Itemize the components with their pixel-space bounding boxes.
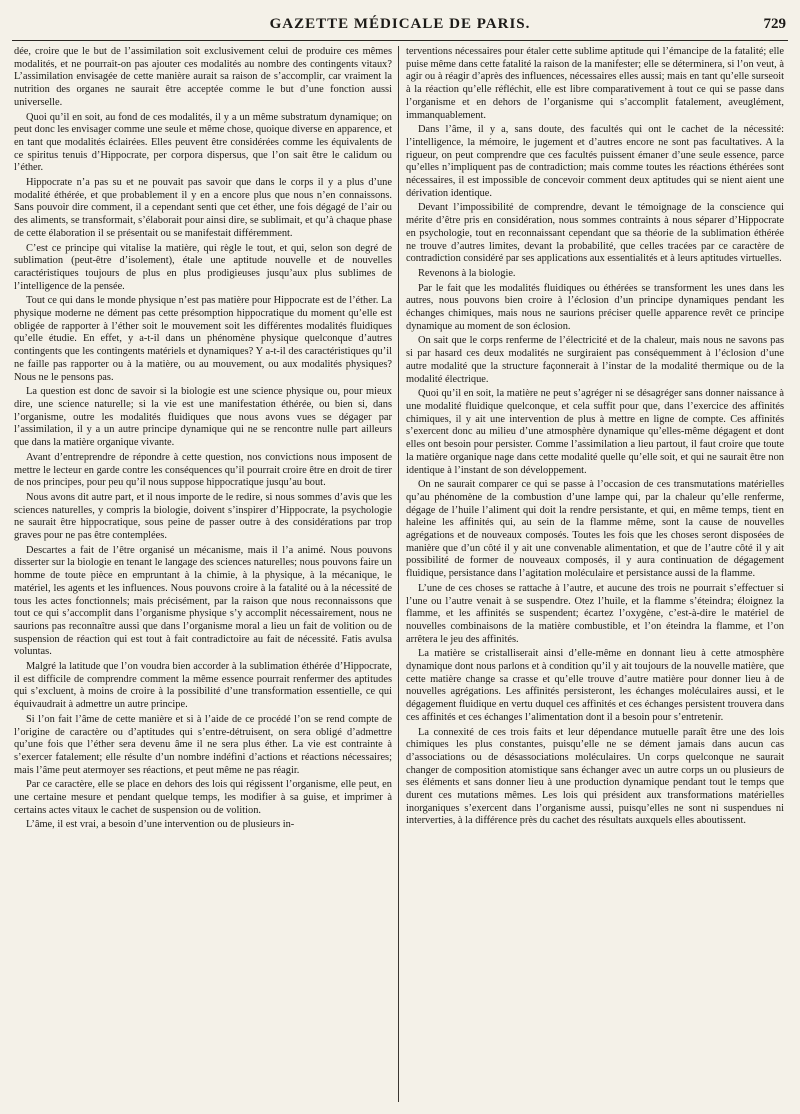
column-divider [398,46,399,1102]
paragraph: Nous avons dit autre part, et il nous importe de le redire, si nous sommes d’avis que les sciences naturelles, y compris la biologie, doivent s’inspirer d’Hippocrate, la psychologie ne saurait être hippocratique, sous peine de passer outre à des considérations par trop graves pour ne pas être contemplées. [14,491,392,542]
paragraph: Quoi qu’il en soit, la matière ne peut s’agréger ni se désagréger sans donner naissance à une modalité fluidique quelconque, et cela suffit pour que, dans l’exercice des affinités chimiques, il y ait une intervention de plus à mettre en ligne de compte. Ces affinités s’exercent donc au milieu d’une atmosphère dynamique qu’elles-même dégagent et dont elles ont besoin pour persister. Comme l’assimilation a lieu partout, il faut croire que toute la matière organique nage dans cette modalité quelle qu’elle soit, et qui ne saurait être non identique à l’instant de son développement. [406,388,784,476]
paragraph: L’âme, il est vrai, a besoin d’une intervention ou de plusieurs in- [26,819,295,831]
paragraph: Devant l’impossibilité de comprendre, devant le témoignage de la conscience qui mérite d’être pris en considération, nous sommes contraints à nous séparer d’Hippocrate en psychologie, tout en reconnaissant cependant que sa théorie de la sublimation éthérée ne trouve d’autres limites, devant la probabilité, que celles tracées par ce caractère de contradiction considéré par ses applications aux essentialités et à leurs aptitudes virtuelles. [406,202,784,265]
paragraph: Revenons à la biologie. [418,267,516,279]
paragraph: On sait que le corps renferme de l’électricité et de la chaleur, mais nous ne savons pas si par hasard ces deux modalités ne surgiraient pas conséquemment à l’éclosion d’une autre modalité que la structure façonnerait à l’instar de la modalité thermique ou de la modalité électrique. [406,335,784,385]
page-number: 729 [763,16,786,32]
paragraph: Par le fait que les modalités fluidiques ou éthérées se transforment les unes dans les autres, nous pouvons bien croire à l’éclosion d’un principe dynamiques pendant les échanges chimiques, mais nous ne saurions préciser quelle apparence revêt ce principe dynamique au moment de son éclosion. [406,282,784,332]
paragraph: Par ce caractère, elle se place en dehors des lois qui régissent l’organisme, elle peut, en une certaine mesure et pendant quelque temps, les modifier à sa guise, et imprimer à certains actes vitaux le cachet de suspension ou de volition. [14,779,392,816]
paragraph: Quoi qu’il en soit, au fond de ces modalités, il y a un même substratum dynamique; on peut donc les envisager comme une seule et même chose, quoique diverse en apparence, et en tant que modalités éclairées. Elles peuvent être considérées comme les équivalents de ce spiritus tenuis d’Hippocrate, per corpora dispersus, que l’on sait être le calidum ou l’éther. [14,111,392,174]
paragraph: Si l’on fait l’âme de cette manière et si à l’aide de ce procédé l’on se rend compte de l’origine de caractère ou d’aptitudes qui s’entre-détruisent, on sera obligé d’admettre qu’une fois que l’éther sera devenu âme il ne sera plus éther. La vie est contrainte à s’exercer fatalement; elle résulte d’un nombre indéfini d’actions et réactions nécessaires; mais l’âme peut atermoyer ses réactions, et peut même ne pas réagir. [14,713,392,776]
paragraph: La question est donc de savoir si la biologie est une science physique ou, pour mieux dire, une science naturelle; si la vie est une manifestation éthérée, ou bien si, dans l’organisme, outre les modalités fluidiques que nous avons vues se dégager par l’assimilation, il y a un autre principe dynamique qui ne se rencontre nulle part ailleurs que dans la matière organique vivante. [14,386,392,449]
paragraph: Hippocrate n’a pas su et ne pouvait pas savoir que dans le corps il y a plus d’une modalité éthérée, et que probablement il y en a encore plus que nous n’en connaissons. Sans pouvoir dire comment, il a cependant senti que cet éther, une fois dégagé de l’air ou des aliments, se transformait, s’élaborait pour ainsi dire, se sublimait, et qu’à chaque phase de cette élaboration il se présentait ou se manifestait différemment. [14,177,392,239]
paragraph: L’une de ces choses se rattache à l’autre, et aucune des trois ne pourrait s’effectuer si l’une ou l’autre venait à se suspendre. Otez l’huile, et la flamme s’éteindra; éloignez la flamme, et les affinités se suspendent; écartez l’oxygène, c’est-à-dire le matériel de nouvelles combinaisons de la matière combustible, et l’on éteindra la flamme, et l’on arrêtera le jeu des affinités. [406,582,784,645]
left-column [14,46,392,1102]
page-header [12,10,788,41]
paragraph: C’est ce principe qui vitalise la matière, qui règle le tout, et qui, selon son degré de sublimation (peut-être d’isolement), étale une aptitude nouvelle et de nouvelles caractéristiques toujours de plus en plus prodigieuses jusqu’aux plus sublimes de l’intelligence de la pensée. [14,242,392,292]
paragraph: On ne saurait comparer ce qui se passe à l’occasion de ces transmutations matérielles qu’au phénomène de la combustion d’une lampe qui, par la chaleur qu’elle renferme, dégage de l’huile l’aliment qui doit la rendre persistante, et qui, en même temps, tient en haleine les affinités qui, au sein de la flamme même, sont la cause de nouvelles agrégations et de nouveaux composés. Toutes les fois que les choses seront disposées de manière que d’un côté il y ait une convenable alimentation, et que de l’autre côté il y ait possibilité de former de nouveaux composés, il y aura continuation de dégagement fluidique, persistance dans l’agitation moléculaire et persistance aussi de la flamme. [406,479,784,580]
paragraph: terventions nécessaires pour étaler cette sublime aptitude qui l’émancipe de la fatalité; elle puise même dans cette fatalité la raison de la manifester; elle se déterminera, si l’on veut, à agir ou à réagir d’après des influences, nécessaires elles aussi; mais en tant qu’elle surseoit à la réaction qu’elle réfléchit, elle est libre comparativement à tout ce qui se passe dans l’organisme et en dehors de l’organisme qui s’accomplit fatalement, aveuglément, immanquablement. [406,46,784,121]
paragraph: La connexité de ces trois faits et leur dépendance mutuelle paraît être une des lois chimiques les plus constantes, puisqu’elle ne se dément jamais dans aucun cas d’associations ou de désassociations moléculaires. Un corps quelconque ne saurait changer de composition atomistique sans échanger avec un autre corps un ou plusieurs de ses éléments et sans donner lieu à une production dynamique pendant tout le temps que durent ces mutations mêmes. Les lois qui président aux transformations matérielles inorganiques s’exercent dans l’organisme aussi, puisqu’elles ne sont ni suspendues ni interverties, à la différence près du cachet des résultats auxquels elles aboutissent. [406,726,784,827]
paragraph: Avant d’entreprendre de répondre à cette question, nos convictions nous imposent de mettre le lecteur en garde contre les conséquences qu’il pourrait croire être en droit de tirer de nos principes, pour peu qu’il nous suppose hippocratique jusqu’au bout. [14,451,392,489]
paragraph: Descartes a fait de l’être organisé un mécanisme, mais il l’a animé. Nous pouvons disserter sur la biologie en tenant le langage des sciences naturelles; nous pouvons faire un homme de toute pièce en empruntant à la chimie, à la physique, à la mécanique, le matériel, les agents et les influences. Nous pouvons croire à la fatalité ou à la nécessité de tous les actes fonctionnels; mais précisément, par la raison que nous reconnaissons que tout ce qui s’accomplit dans l’organisme physique s’y accomplit nécessairement, nous ne saurions pas reconnaître aussi que dans l’organisme moral a lieu un fait de volition ou de suspension de réaction qui est tout à fait contradictoire au fait de nécessité. Fatis avulsa voluntas. [14,544,392,658]
paragraph: Malgré la latitude que l’on voudra bien accorder à la sublimation éthérée d’Hippocrate, il est difficile de comprendre comment la même essence pourrait renfermer des aptitudes qui s’excluent, à moins de croire à la possibilité d’une transformation essentielle, ce qui équivaudrait à admettre un autre principe. [14,661,392,711]
paragraph: La matière se cristalliserait ainsi d’elle-même en donnant lieu à cette atmosphère dynamique dont nous parlons et à condition qu’il y ait toujours de la nouvelle matière, que cette matière change sa crasse et qu’elle trouve d’autre matière pour donner lieu à de nouvelles agrégations. Les affinités persisteront, les échanges moléculaires aussi, et le dégagement fluidique en vertu duquel ces affinités et ces échanges persistent trouvera dans ces affinités et ces échanges l’alimentation dont il a besoin pour s’entretenir. [406,648,784,723]
paragraph: dée, croire que le but de l’assimilation soit exclusivement celui de produire ces mêmes modalités, et ne pourrait-on pas ajouter ces modalités au nombre des contingents vitaux? L’assimilation envisagée de cette manière aurait sa raison de s’accomplir, car vraiment la nutrition des organes ne saurait être acceptée comme le but d’une fonction aussi universelle. [14,46,392,108]
paragraph: Dans l’âme, il y a, sans doute, des facultés qui ont le cachet de la nécessité: l’intelligence, la mémoire, le jugement et d’autres encore ne sont pas facultatives. A la rigueur, on peut comprendre que ces facultés puissent émaner d’une seule essence, parce qu’elles n’impliquent pas de contradiction; mais comme toutes les réactions éthérées sont nécessaires, il est impossible de concevoir comment deux aptitudes qui se nient aient une dérivation identique. [406,124,784,199]
right-column [406,46,784,1102]
journal-title: GAZETTE MÉDICALE DE PARIS. [269,16,531,32]
paragraph: Tout ce qui dans le monde physique n’est pas matière pour Hippocrate est de l’éther. La physique moderne ne dément pas cette présomption hippocratique du moment qu’elle est obligée de rapporter à l’éther soit le mouvement soit les différentes modalités fluidiques qu’elle étudie. En effet, y a-t-il dans un phénomène physique quelconque d’autres contingents que les contingents matériels et dynamiques? Y a-t-il des caractéristiques qu’il ne faille pas rapporter ou à la matière, ou au mouvement, ou aux modalités physiques? Nous ne le pensons pas. [14,295,392,383]
